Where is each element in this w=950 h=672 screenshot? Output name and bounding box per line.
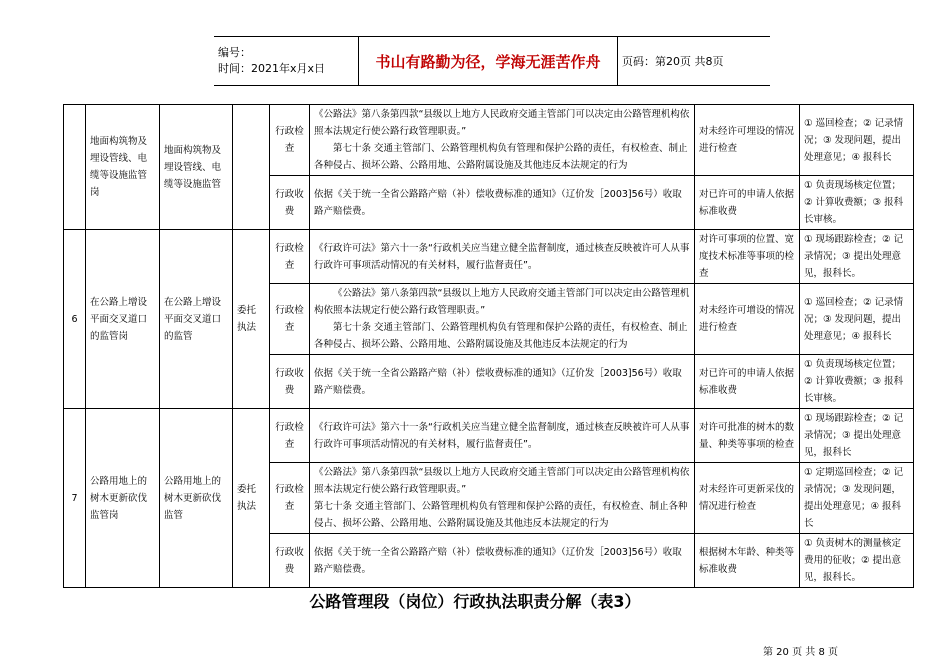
basis-paragraph: 《行政许可法》第六十一条“行政机关应当建立健全监督制度，通过核查反映被许可人从事行政许可事项活动情况的有关材料，履行监督责任”。: [314, 242, 690, 271]
basis-paragraph: 依据《关于统一全省公路路产赔（补）偿收费标准的通知》（辽价发［2003]56号）收取路产赔偿费。: [314, 367, 682, 396]
action-type: 行政收费: [270, 534, 310, 588]
action-measures: ① 现场跟踪检查；② 记录情况；③ 提出处理意见，报科长。: [800, 230, 914, 284]
action-measures: ① 巡回检查；② 记录情况；③ 发现问题，提出处理意见；④ 报科长: [800, 105, 914, 176]
basis-paragraph: 《公路法》第八条第四款“县级以上地方人民政府交通主管部门可以决定由公路管理机构依照本法规定行使公路行政管理职责。”: [314, 288, 690, 316]
basis-paragraph: 第七十条 交通主管部门、公路管理机构负有管理和保护公路的责任，有权检查、制止各种侵占、损坏公路、公路用地、公路附属设施及其他违反本法规定的行为: [314, 501, 688, 529]
basis-paragraph: 依据《关于统一全省公路路产赔（补）偿收费标准的通知》（辽价发［2003]56号）收取路产赔偿费。: [314, 188, 682, 217]
row-number: [64, 105, 86, 230]
basis-paragraph: 第七十条 交通主管部门、公路管理机构负有管理和保护公路的责任，有权检查、制止各种侵占、损坏公路、公路用地、公路附属设施及其他违反本法规定的行为: [314, 322, 688, 350]
action-type: 行政检查: [270, 230, 310, 284]
header-number: 编号：: [218, 46, 251, 59]
action-measures: ① 负责树木的测量核定费用的征收；② 提出意见，报科长。: [800, 534, 914, 588]
action-type: 行政检查: [270, 463, 310, 534]
document-title: 公路管理段（岗位）行政执法职责分解（表3）: [309, 592, 641, 611]
header-info: [214, 37, 359, 86]
action-type: 行政收费: [270, 176, 310, 230]
action-measures: ① 负责现场核定位置；② 计算收费额；③ 报科长审核。: [800, 355, 914, 409]
action-object: 对未经许可更新采伐的情况进行检查: [695, 463, 800, 534]
legal-basis: [310, 105, 695, 176]
basis-paragraph: 依据《关于统一全省公路路产赔（补）偿收费标准的通知》（辽价发［2003]56号）收取路产赔偿费。: [314, 546, 682, 575]
basis-paragraph: 《行政许可法》第六十一条“行政机关应当建立健全监督制度，通过核查反映被许可人从事行政许可事项活动情况的有关材料，履行监督责任”。: [314, 421, 690, 450]
legal-basis: [310, 463, 695, 534]
basis-paragraph: 《公路法》第八条第四款“县级以上地方人民政府交通主管部门可以决定由公路管理机构依照本法规定行使公路行政管理职责。”: [314, 467, 690, 495]
page-footer: 第 20 页 共 8 页: [763, 647, 838, 658]
action-object: 对许可事项的位置、宽度技术标准等事项的检查: [695, 230, 800, 284]
basis-paragraph: 《公路法》第八条第四款“县级以上地方人民政府交通主管部门可以决定由公路管理机构依照本法规定行使公路行政管理职责。”: [314, 109, 690, 137]
enforcement-mode: 委托执法: [233, 230, 270, 409]
duty-item: 在公路上增设平面交叉道口的监管岗: [86, 230, 160, 409]
action-type: 行政收费: [270, 355, 310, 409]
header-motto: 书山有路勤为径，学海无涯苦作舟: [359, 37, 618, 86]
action-measures: ① 定期巡回检查；② 记录情况；③ 发现问题，提出处理意见；④ 报科长: [800, 463, 914, 534]
action-object: 对未经许可埋设的情况进行检查: [695, 105, 800, 176]
basis-paragraph: 第七十条 交通主管部门、公路管理机构负有管理和保护公路的责任，有权检查、制止各种侵占、损坏公路、公路用地、公路附属设施及其他违反本法规定的行为: [314, 143, 688, 171]
table-row: [64, 230, 914, 284]
action-measures: ① 现场跟踪检查；② 记录情况；③ 提出处理意见，报科长: [800, 409, 914, 463]
duty-content: 在公路上增设平面交叉道口的监管: [160, 230, 233, 409]
action-type: 行政检查: [270, 409, 310, 463]
action-object: 对未经许可增设的情况进行检查: [695, 284, 800, 355]
enforcement-mode: [233, 105, 270, 230]
action-measures: ① 巡回检查；② 记录情况；③ 发现问题，提出处理意见；④ 报科长: [800, 284, 914, 355]
legal-basis: [310, 230, 695, 284]
legal-basis: [310, 409, 695, 463]
page-header: [214, 36, 770, 86]
enforcement-mode: 委托执法: [233, 409, 270, 588]
table-row: [64, 409, 914, 463]
action-type: 行政检查: [270, 105, 310, 176]
action-object: 对已许可的申请人依据标准收费: [695, 355, 800, 409]
duty-item: 公路用地上的树木更新砍伐监管岗: [86, 409, 160, 588]
action-measures: ① 负责现场核定位置；② 计算收费额；③ 报科长审核。: [800, 176, 914, 230]
row-number: 6: [64, 230, 86, 409]
duty-content: 地面构筑物及埋设管线、电缆等设施监管: [160, 105, 233, 230]
action-type: 行政检查: [270, 284, 310, 355]
legal-basis: [310, 534, 695, 588]
action-object: 对已许可的申请人依据标准收费: [695, 176, 800, 230]
header-time: 时间：2021年x月x日: [218, 62, 326, 75]
duty-item: 地面构筑物及埋设管线、电缆等设施监管岗: [86, 105, 160, 230]
duty-content: 公路用地上的树木更新砍伐监管: [160, 409, 233, 588]
table-row: [64, 105, 914, 176]
action-object: 根据树木年龄、种类等标准收费: [695, 534, 800, 588]
action-object: 对许可批准的树木的数量、种类等事项的检查: [695, 409, 800, 463]
row-number: 7: [64, 409, 86, 588]
legal-basis: [310, 176, 695, 230]
legal-basis: [310, 284, 695, 355]
header-page: 页码：第20页 共8页: [618, 37, 771, 86]
legal-basis: [310, 355, 695, 409]
duty-table: [63, 104, 914, 588]
